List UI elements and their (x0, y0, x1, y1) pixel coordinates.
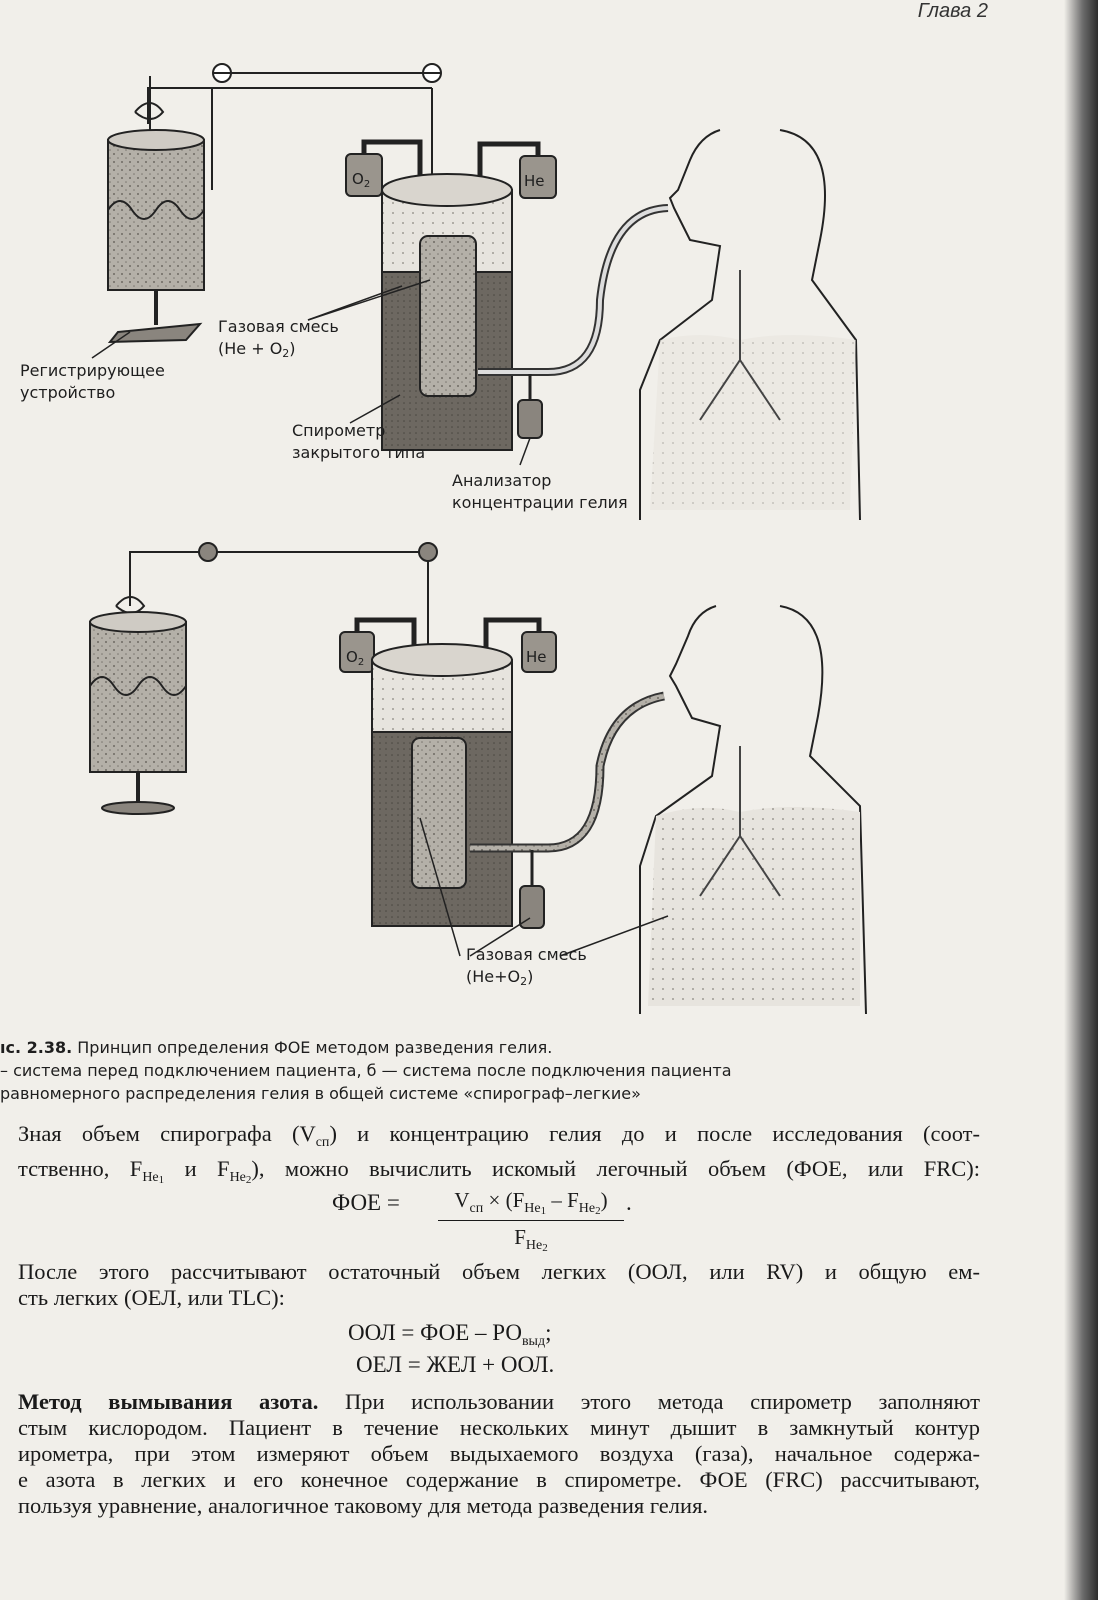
p1-line-2: тственно, $F_{He1}$ и $F_{He2}$), можно вычислить искомый легочный объем (ФОЕ, или FRC): (18, 1156, 980, 1186)
running-header: Глава 2 (917, 0, 988, 22)
fraction-bar (438, 1220, 624, 1221)
p3-line-4: е азота в легких и его конечное содержание в спирометре. ФОЕ (FRC) рассчитывают, (18, 1467, 980, 1492)
bottle-he-label-b: He (526, 648, 547, 666)
figure-a (0, 40, 1060, 520)
p3-line-5: пользуя уравнение, аналогичное таковому для метода разведения гелия. (18, 1493, 709, 1518)
formula-ool: ООЛ = ФОЕ – $РО_{выд}$; (348, 1320, 552, 1349)
formula-foe-denominator: $F_{He2}$ (514, 1225, 548, 1254)
p3-line-2: стым кислородом. Пациент в течение нескольких минут дышит в замкнутый контур (18, 1415, 980, 1440)
label-gas-mix-b: Газовая смесь (He+O2) (466, 945, 587, 988)
formula-foe-numerator: $V_{сп} \times (F_{He1} - F_{He2})$ (454, 1188, 608, 1217)
caption-line-2: – система перед подключением пациента, б — система после подключения пациента (0, 1061, 732, 1080)
figure-b (0, 536, 1060, 1014)
paragraph-3 (18, 1389, 980, 1519)
p1-line-1: Зная объем спирографа $(V_{сп})$ и концентрацию гелия до и после исследования (соот- (18, 1121, 980, 1150)
formula-foe-fraction (438, 1188, 624, 1254)
paragraph-1 (18, 1121, 980, 1193)
p3-line-3: ирометра, при этом измеряют объем выдыхаемого воздуха (газа), начальное содержа- (18, 1441, 980, 1466)
caption-line-3: равномерного распределения гелия в общей системе «спирограф–легкие» (0, 1084, 641, 1103)
bottle-he-label: He (524, 172, 545, 190)
figure-a-drawing (0, 40, 1060, 520)
formula-foe-lhs: ФОЕ = (332, 1190, 400, 1215)
formula-foe-dot: . (626, 1190, 632, 1215)
label-gas-mix-a: Газовая смесь (He + O2) (218, 317, 339, 360)
label-analyzer: Анализатор концентрации гелия (452, 471, 628, 512)
label-spirometer: Спирометр закрытого типа (292, 421, 426, 462)
bottle-o2-label: $O_2$ (352, 170, 371, 190)
figure-caption (0, 1036, 1060, 1105)
p3-line-1: Метод вымывания азота. При использовании этого метода спирометр заполняют (18, 1389, 980, 1414)
p2-line-2: сть легких (ОЕЛ, или TLC): (18, 1285, 285, 1310)
paragraph-2 (18, 1259, 980, 1311)
formula-oel: ОЕЛ = ЖЕЛ + ООЛ. (356, 1352, 555, 1377)
bottle-o2-label-b: $O_2$ (346, 648, 365, 668)
label-recorder: Регистрирующее устройство (20, 361, 165, 402)
figure-b-drawing (0, 536, 1060, 1014)
caption-line-1: ıc. 2.38. Принцип определения ФОЕ методом разведения гелия. (0, 1038, 553, 1057)
p2-line-1: После этого рассчитывают остаточный объем легких (ООЛ, или RV) и общую ем- (18, 1259, 980, 1284)
